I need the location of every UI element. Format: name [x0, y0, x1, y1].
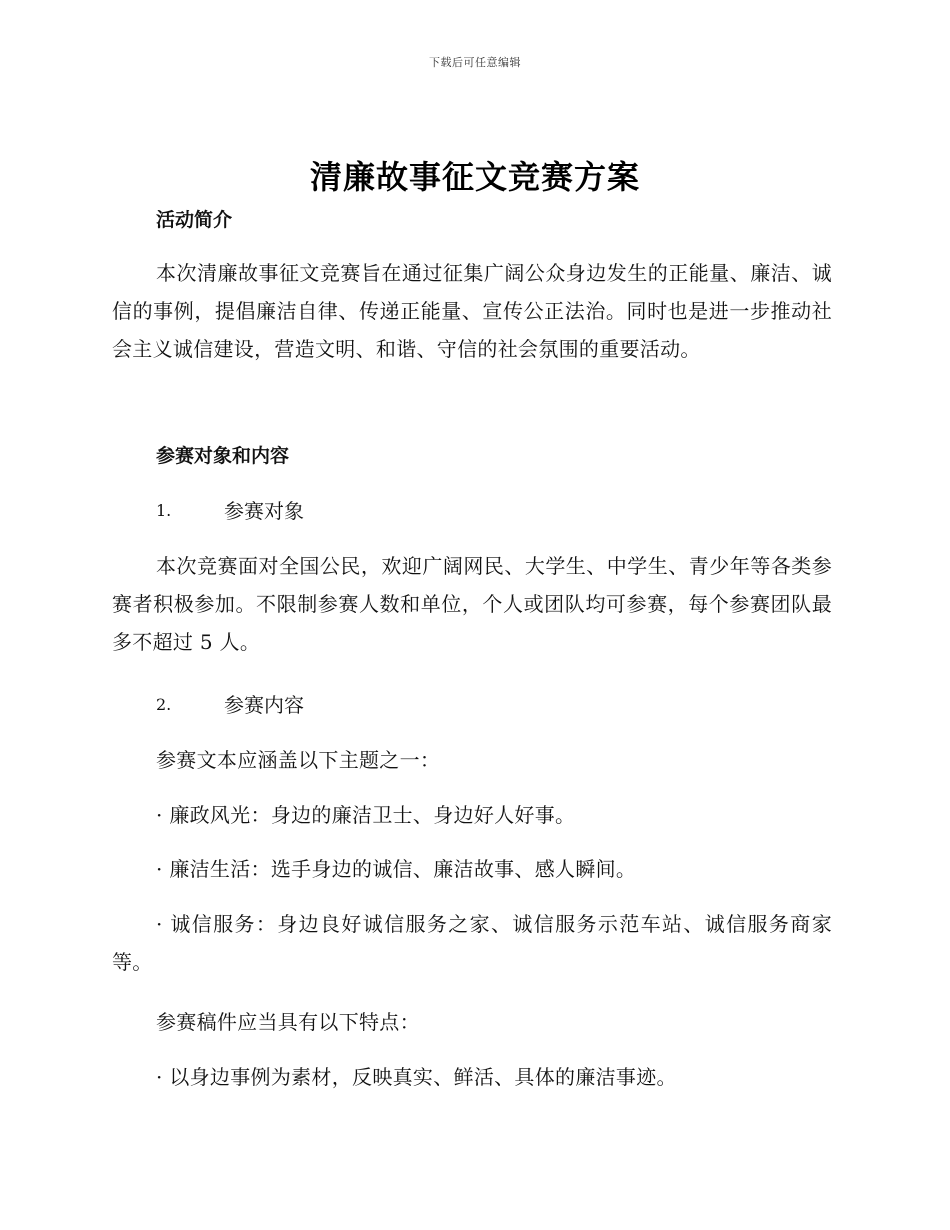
features-intro: 参赛稿件应当具有以下特点： [156, 1010, 420, 1034]
numbered-item-participants [112, 492, 876, 530]
participants-paragraph: 本次竞赛面对全国公民，欢迎广阔网民、大学生、中学生、青少年等各类参赛者积极参加。不限制参赛人数和单位，个人或团队均可参赛，每个参赛团队最多不超过 5 人。 [112, 554, 832, 654]
header-note: 下载后可任意编辑 [429, 56, 521, 69]
list-item-feature: · 以身边事例为素材，反映真实、鲜活、具体的廉洁事迹。 [156, 1065, 677, 1089]
section-heading-intro: 活动简介 [156, 209, 233, 231]
list-item-topic: · 廉政风光：身边的廉洁卫士、身边好人好事。 [156, 803, 576, 827]
document-title: 清廉故事征文竞赛方案 [309, 158, 640, 196]
list-item-topic: · 诚信服务：身边良好诚信服务之家、诚信服务示范车站、诚信服务商家等。 [112, 912, 832, 974]
numbered-item-content [112, 686, 876, 724]
item-label: 参赛对象 [224, 499, 304, 523]
intro-paragraph: 本次清廉故事征文竞赛旨在通过征集广阔公众身边发生的正能量、廉洁、诚信的事例，提倡廉洁自律、传递正能量、宣传公正法治。同时也是进一步推动社会主义诚信建设，营造文明、和谐、守信的社会氛围的重要活动。 [112, 261, 832, 361]
item-number: 1. [156, 501, 172, 520]
content-intro: 参赛文本应涵盖以下主题之一： [156, 748, 441, 772]
section-heading-participants: 参赛对象和内容 [156, 445, 290, 467]
list-item-topic: · 廉洁生活：选手身边的诚信、廉洁故事、感人瞬间。 [156, 857, 637, 881]
item-label: 参赛内容 [224, 693, 304, 717]
item-number: 2. [156, 695, 172, 714]
